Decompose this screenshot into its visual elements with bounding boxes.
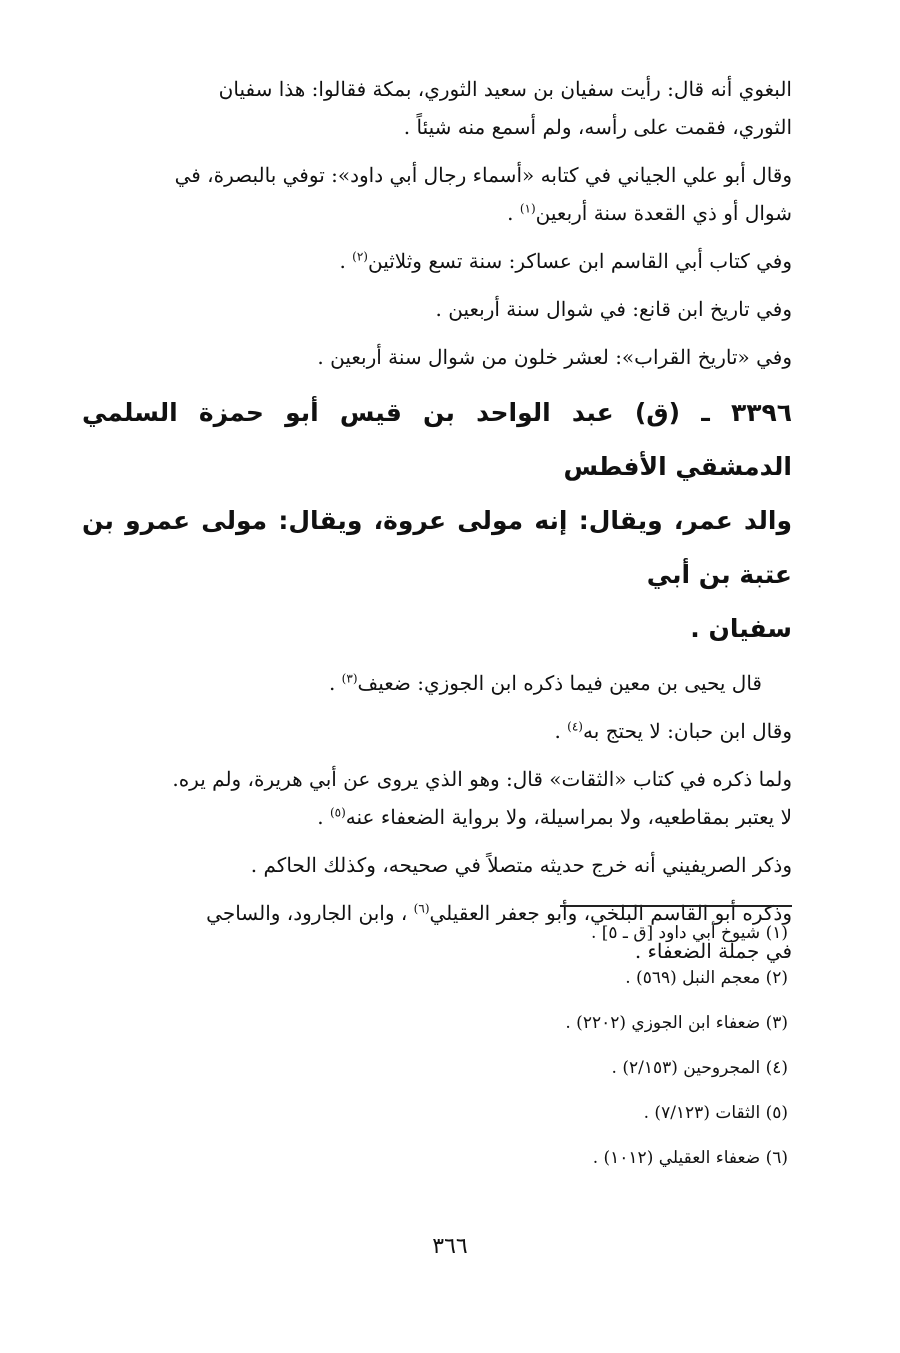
footnote-marker-2: (٢): [352, 249, 368, 264]
paragraph-qurrab: [82, 338, 792, 376]
paragraph-thiqat: [82, 760, 792, 836]
text-run: .: [339, 249, 353, 273]
text-line: [82, 798, 792, 836]
text-run: .: [554, 719, 568, 743]
paragraph-ibn-hibban: [82, 712, 792, 750]
paragraph-ibn-asakir: [82, 242, 792, 280]
text-line: [82, 242, 792, 280]
text-run: .: [328, 671, 342, 695]
text-line: البغوي أنه قال: رأيت سفيان بن سعيد الثوري، بمكة فقالوا: هذا سفيان: [218, 77, 792, 101]
text-line: ولما ذكره في كتاب «الثقات» قال: وهو الذي يروى عن أبي هريرة، ولم يره.: [172, 767, 792, 791]
text-run: لا يعتبر بمقاطعيه، ولا بمراسيلة، ولا برواية الضعفاء عنه: [345, 805, 792, 829]
biography-entry-heading: [82, 386, 792, 656]
page-body: [82, 70, 792, 980]
text-run: وفي كتاب أبي القاسم ابن عساكر: سنة تسع وثلاثين: [367, 249, 792, 273]
text-run: .: [317, 805, 330, 829]
footnote-marker-1: (١): [519, 201, 536, 216]
footnote-marker-3: (٣): [341, 671, 358, 686]
heading-line: ٣٣٩٦ ـ (ق) عبد الواحد بن قيس أبو حمزة السلمي الدمشقي الأفطس: [82, 398, 792, 481]
footnote-2: (٢) معجم النبل (٥٦٩) .: [625, 968, 788, 988]
text-line: في جملة الضعفاء .: [634, 939, 792, 963]
text-run: شوال أو ذي القعدة سنة أربعين: [535, 201, 792, 225]
paragraph-baghawi: [82, 70, 792, 146]
text-line: [82, 194, 792, 232]
footnote-4: (٤) المجروحين (٢/١٥٣) .: [611, 1058, 788, 1078]
footnote-1: (١) شيوخ أبي داود [ق ـ ٥] .: [590, 923, 788, 943]
footnote-3: (٣) ضعفاء ابن الجوزي (٢٢٠٢) .: [565, 1013, 788, 1033]
page-number: ٣٦٦: [432, 1234, 468, 1259]
text-line: وقال أبو علي الجياني في كتابه «أسماء رجال أبي داود»: توفي بالبصرة، في: [174, 163, 792, 187]
text-line: وذكر الصريفيني أنه خرج حديثه متصلاً في صحيحه، وكذلك الحاكم .: [250, 853, 792, 877]
footnote-6: (٦) ضعفاء العقيلي (١٠١٢) .: [592, 1148, 788, 1168]
paragraph-sarifini: [82, 846, 792, 884]
text-line: [82, 712, 792, 750]
text-line: وفي «تاريخ القراب»: لعشر خلون من شوال سنة أربعين .: [317, 345, 792, 369]
footnotes: [388, 922, 788, 1192]
footnote-marker-6: (٦): [413, 901, 430, 916]
text-line: وفي تاريخ ابن قانع: في شوال سنة أربعين .: [435, 297, 792, 321]
paragraph-jiyani: [82, 156, 792, 232]
text-line: [82, 664, 762, 702]
text-run: قال يحيى بن معين فيما ذكره ابن الجوزي: ضعيف: [357, 671, 762, 695]
text-run: .: [507, 201, 520, 225]
footnote-marker-4: (٤): [567, 719, 583, 734]
paragraph-ibn-main: [82, 664, 792, 702]
text-run: ، وابن الجارود، والساجي: [206, 901, 414, 925]
footnote-separator: [560, 905, 792, 907]
text-run: وقال ابن حبان: لا يحتج به: [582, 719, 792, 743]
paragraph-ibn-qani: [82, 290, 792, 328]
text-run: وذكره أبو القاسم البلخي، وأبو جعفر العقيلي: [429, 901, 792, 925]
footnote-marker-5: (٥): [329, 805, 346, 820]
heading-line: سفيان .: [690, 614, 792, 643]
text-line: الثوري، فقمت على رأسه، ولم أسمع منه شيئاً .: [403, 115, 792, 139]
footnote-5: (٥) الثقات (٧/١٢٣) .: [643, 1103, 788, 1123]
heading-line: والد عمر، ويقال: إنه مولى عروة، ويقال: مولى عمرو بن عتبة بن أبي: [82, 506, 792, 589]
